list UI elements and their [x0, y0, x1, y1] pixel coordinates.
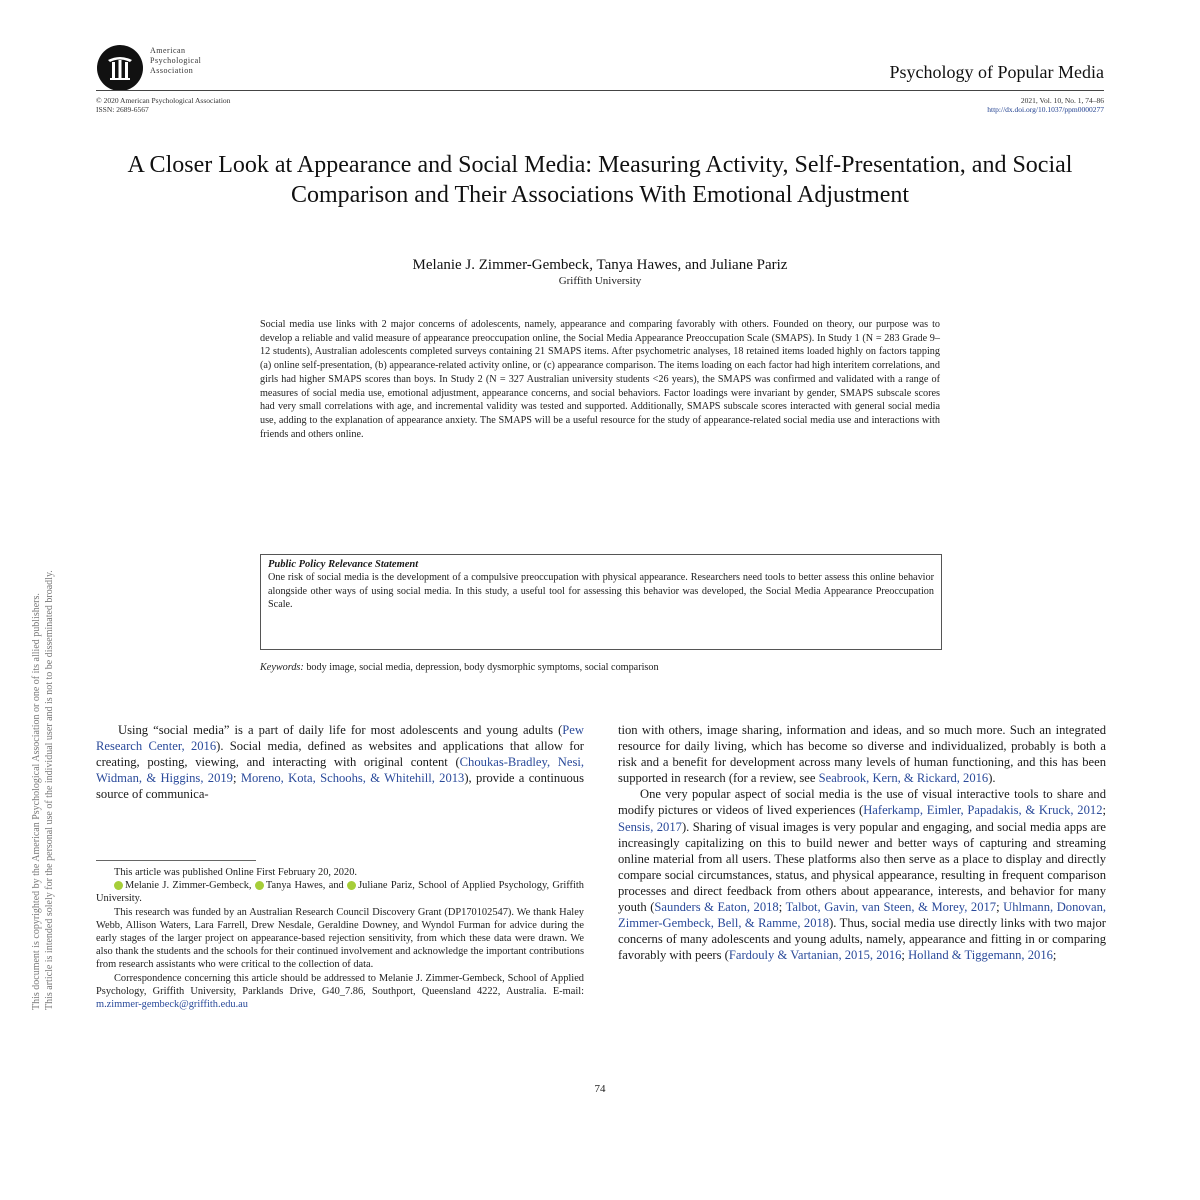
- body-paragraph: Using “social media” is a part of daily life for most adolescents and young adults (Pew Research Center, 2016). Social media, defined as websites and applications that allow for creating, posting, viewing, and interacting with original content (Choukas-Bradley, Nesi, Widman, & Higgins, 2019; Moreno, Kota, Schoohs, & Whitehill, 2013), provide a continuous source of communica-: [96, 723, 584, 802]
- body-column-right: [618, 722, 1106, 963]
- keywords-list: body image, social media, depression, body dysmorphic symptoms, social comparison: [306, 662, 659, 673]
- citation-link[interactable]: Pew Research Center, 2016: [96, 723, 584, 754]
- doi-link[interactable]: http://dx.doi.org/10.1037/ppm0000277: [987, 105, 1104, 114]
- footnote-divider: [96, 860, 256, 861]
- body-column-left: [96, 722, 584, 802]
- author-list: Melanie J. Zimmer-Gembeck, Tanya Hawes, and Juliane Pariz: [412, 257, 788, 273]
- body-paragraph: tion with others, image sharing, information and ideas, and so much more. Such an integrated resource for daily living, which has become so diverse and individualized, probably is both a risk and a benefit for development across many levels of human functioning, and this has been supported in research (for a review, see Seabrook, Kern, & Rickard, 2016).: [618, 723, 1106, 786]
- header-divider: [96, 90, 1104, 91]
- citation-link[interactable]: Moreno, Kota, Schoohs, & Whitehill, 2013: [240, 771, 465, 786]
- orcid-icon[interactable]: [255, 881, 264, 890]
- journal-title: Psychology of Popular Media: [889, 62, 1104, 82]
- email-link[interactable]: m.zimmer-gembeck@griffith.edu.au: [96, 999, 248, 1011]
- funding-note: This research was funded by an Australian Research Council Discovery Grant (DP170102547). We thank Haley Webb, Allison Waters, Lara Farrell, Drew Nesdale, Geraldine Downey, and Wyndol Furman for advice during the early stages of the larger project on appearance-based rejection sensitivity, from which these data were drawn. We also thank the students and the schools for their continued involvement and acknowledge the important contributions from research assistants who were critical to the collection of data.: [96, 906, 584, 971]
- abstract: Social media use links with 2 major concerns of adolescents, namely, appearance and comparing favorably with others. Founded on theory, our purpose was to develop a reliable and valid measure of appearance preoccupation online, the Social Media Appearance Preoccupation Scale (SMAPS). In Study 1 (N = 283 Grade 9–12 students), Australian adolescents completed surveys containing 21 SMAPS items. After psychometric analyses, 18 retained items loaded highly on factors tapping (a) online self-presentation, (b) appearance-related activity online, or (c) appearance comparison. The items loading on each factor had high interitem correlations, and girls had higher SMAPS scores than boys. In Study 2 (N = 327 Australian university students <26 years), the SMAPS was confirmed and validated with a range of measures of social media use, emotional adjustment, appearance concerns, and social behaviors. Factor loadings were invariant by gender, SMAPS subscale scores had very small correlations with age, and incremental validity was tested and supported. Additionally, SMAPS subscale scores interacted with general social media use, adding to the explanation of appearance anxiety. The SMAPS will be a useful resource for the study of appearance-related social media use and interactions with friends and others online.: [260, 319, 940, 440]
- issue-info: 2021, Vol. 10, No. 1, 74–86 http://dx.doi.org/10.1037/ppm0000277: [987, 96, 1104, 114]
- citation-link[interactable]: Talbot, Gavin, van Steen, & Morey, 2017: [785, 900, 997, 915]
- author-orcid-note: Melanie J. Zimmer-Gembeck, Tanya Hawes, and Juliane Pariz, School of Applied Psychology, Griffith University.: [96, 880, 584, 905]
- body-paragraph: One very popular aspect of social media is the use of visual interactive tools to share and modify pictures or videos of lived experiences (Haferkamp, Eimler, Papadakis, & Kruck, 2012; Sensis, 2017). Sharing of visual images is very popular and engaging, and social media apps are increasingly capitalizing on this to build newer and better ways of capturing and streaming online material from all users. These platforms also then serve as a place to display and directly compare social circumstances, status, and physical appearance, resulting in frequent comparison processes and direct feedback from others about appearance, interests, and behavior for many youth (Saunders & Eaton, 2018; Talbot, Gavin, van Steen, & Morey, 2017; Uhlmann, Donovan, Zimmer-Gembeck, Bell, & Ramme, 2018). Thus, social media use directly links with two major concerns of many adolescents and young adults, namely, appearance and fitting in or comparing favorably with peers (Fardouly & Vartanian, 2015, 2016; Holland & Tiggemann, 2016;: [618, 787, 1107, 963]
- author-notes: [96, 866, 584, 1011]
- citation-link[interactable]: Uhlmann, Donovan, Zimmer-Gembeck, Bell, & Ramme, 2018: [618, 900, 1107, 931]
- keywords-label: Keywords:: [260, 662, 304, 673]
- citation-link[interactable]: Sensis, 2017: [618, 819, 682, 834]
- policy-title: Public Policy Relevance Statement: [268, 559, 419, 570]
- copyright-info: © 2020 American Psychological Association ISSN: 2689-6567: [96, 96, 231, 114]
- orcid-icon[interactable]: [347, 881, 356, 890]
- apa-logo-icon: [96, 44, 144, 92]
- citation-link[interactable]: Haferkamp, Eimler, Papadakis, & Kruck, 2012: [863, 803, 1103, 818]
- citation-link[interactable]: Holland & Tiggemann, 2016: [908, 948, 1053, 963]
- policy-statement-box: [260, 554, 942, 650]
- keywords: [260, 662, 659, 673]
- policy-text: One risk of social media is the development of a compulsive preoccupation with physical appearance. Researchers need tools to better assess this online behavior alongside other ways of using social media. In this study, a useful tool for assessing this behavior was developed, the Social Media Appearance Preoccupation Scale.: [268, 572, 934, 611]
- copyright-watermark: This document is copyrighted by the American Psychological Association or one of its allied publishers. This article is intended solely for the personal use of the individual user and is not to be disseminated broadly.: [31, 570, 55, 1010]
- citation-link[interactable]: Seabrook, Kern, & Rickard, 2016: [818, 771, 989, 786]
- citation-link[interactable]: Saunders & Eaton, 2018: [654, 900, 779, 915]
- orcid-icon[interactable]: [114, 881, 123, 890]
- citation-link[interactable]: Fardouly & Vartanian, 2015, 2016: [728, 948, 902, 963]
- page-number: 74: [594, 1083, 606, 1095]
- publisher-name: American Psychological Association: [150, 46, 202, 75]
- article-title: A Closer Look at Appearance and Social Media: Measuring Activity, Self-Presentation, and Social Comparison and Their Associations With Emotional Adjustment: [127, 152, 1073, 208]
- affiliation: Griffith University: [558, 275, 642, 287]
- citation-link[interactable]: Choukas-Bradley, Nesi, Widman, & Higgins, 2019: [96, 755, 584, 786]
- correspondence-note: Correspondence concerning this article should be addressed to Melanie J. Zimmer-Gembeck, School of Applied Psychology, Griffith University, Parklands Drive, G40_7.86, Southport, Queensland 4222, Australia. E-mail: m.zimmer-gembeck@griffith.edu.au: [96, 972, 584, 1011]
- published-note: This article was published Online First February 20, 2020.: [114, 867, 357, 878]
